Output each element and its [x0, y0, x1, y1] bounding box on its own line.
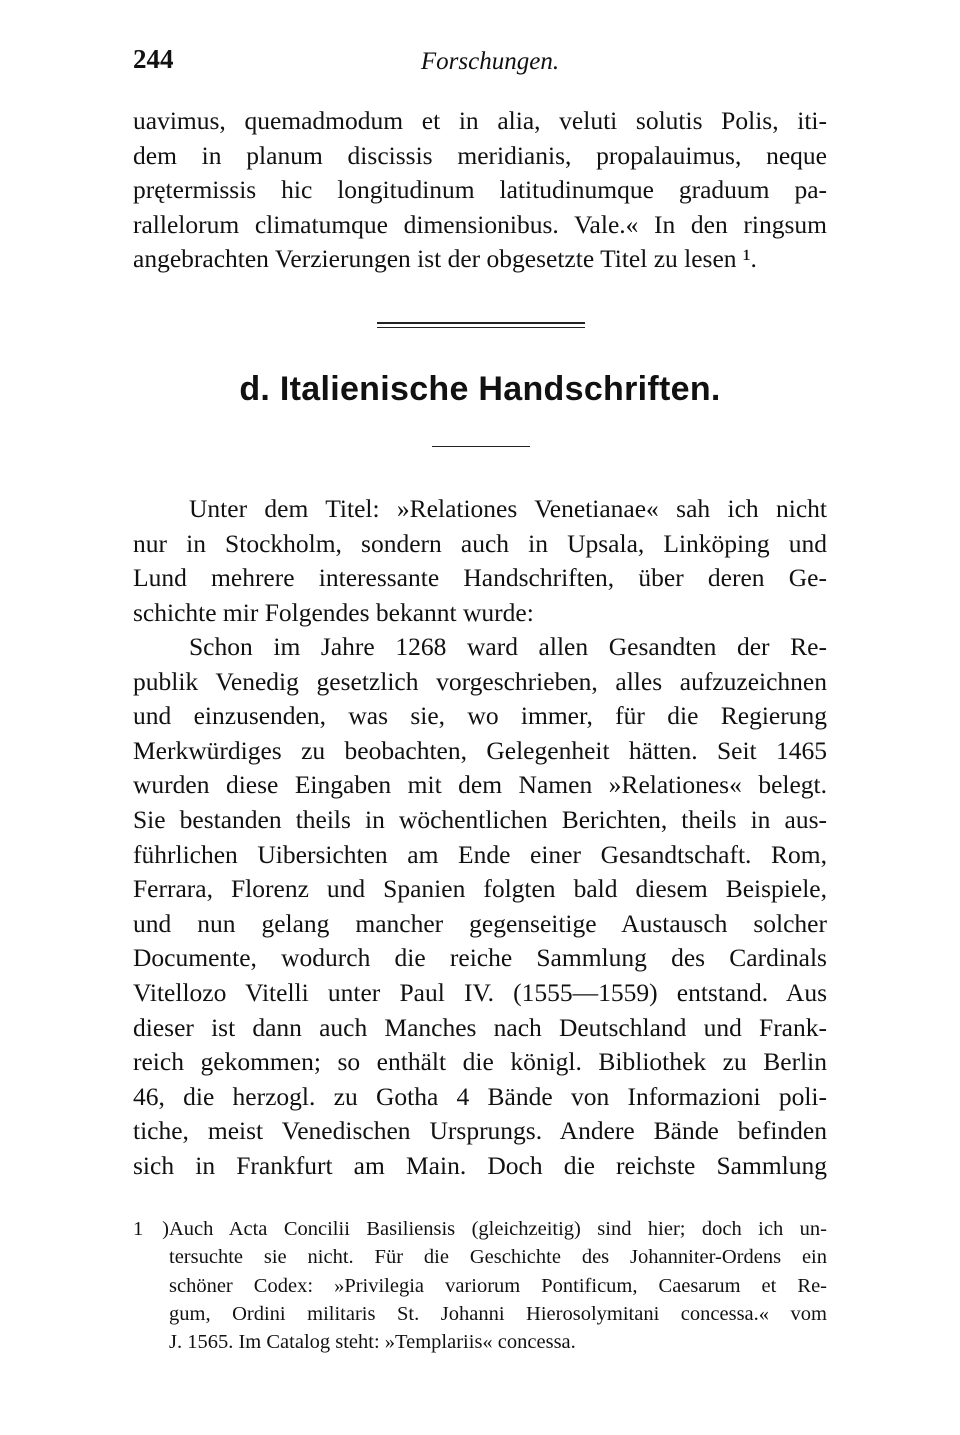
- running-title: Forschungen.: [420, 48, 560, 75]
- footnote-marker: 1 ): [133, 1218, 169, 1240]
- footnote-line: J. 1565. Im Catalog steht: »Templariis« concessa.: [169, 1331, 576, 1354]
- paragraph-2: [133, 630, 827, 1184]
- text-line: und einzusenden, was sie, wo immer, für die Regierung: [133, 701, 827, 731]
- section-heading: d. Italienische Handschriften.: [239, 370, 721, 408]
- text-line: angebrachten Verzierungen ist der obgesetzte Titel zu lesen ¹.: [133, 244, 757, 274]
- footnote-line: tersuchte sie nicht. Für die Geschichte des Johanniter-Ordens ein: [169, 1246, 827, 1269]
- text-line: dem in planum discissis meridianis, propalauimus, neque: [133, 140, 827, 170]
- text-line: und nun gelang mancher gegenseitige Austausch solcher: [133, 908, 827, 938]
- text-line: Unter dem Titel: »Relationes Venetianae« sah ich nicht: [189, 494, 827, 523]
- footnote: [133, 1215, 827, 1356]
- text-line: wurden diese Eingaben mit dem Namen »Relationes« belegt.: [133, 770, 827, 800]
- text-line: Schon im Jahre 1268 ward allen Gesandten der Re-: [189, 632, 827, 661]
- text-line: nur in Stockholm, sondern auch in Upsala, Linköping und: [133, 528, 827, 558]
- text-line: Sie bestanden theils in wöchentlichen Berichten, theils in aus-: [133, 804, 827, 834]
- text-line: reich gekommen; so enthält die königl. Bibliothek zu Berlin: [133, 1047, 827, 1077]
- text-line: führlichen Uibersichten am Ende einer Gesandtschaft. Rom,: [133, 839, 827, 869]
- footnote-line: [133, 1215, 827, 1243]
- double-rule-top: [377, 322, 585, 324]
- page-number: 244: [133, 44, 174, 74]
- paragraph-1: [133, 492, 827, 630]
- text-line: tiche, meist Venedischen Ursprungs. Andere Bände befinden: [133, 1116, 827, 1146]
- footnote-line: gum, Ordini militaris St. Johanni Hierosolymitani concessa.« vom: [169, 1302, 827, 1325]
- footnote-first-line-text: Auch Acta Concilii Basiliensis (gleichzeitig) sind hier; doch ich un-: [169, 1218, 827, 1240]
- heading-rule: [432, 446, 530, 447]
- text-line: schichte mir Folgendes bekannt wurde:: [133, 597, 534, 627]
- text-line: publik Venedig gesetzlich vorgeschrieben, alles aufzuzeichnen: [133, 666, 827, 696]
- text-line: Ferrara, Florenz und Spanien folgten bald diesem Beispiele,: [133, 874, 827, 904]
- text-line: uavimus, quemadmodum et in alia, veluti solutis Polis, iti-: [133, 106, 827, 135]
- text-line: sich in Frankfurt am Main. Doch die reichste Sammlung: [133, 1150, 827, 1180]
- text-line: rallelorum climatumque dimensionibus. Vale.« In den ringsum: [133, 209, 827, 239]
- intro-paragraph: [133, 104, 827, 277]
- text-line: Vitellozo Vitelli unter Paul IV. (1555—1559) entstand. Aus: [133, 977, 827, 1007]
- text-line: prętermissis hic longitudinum latitudinumque graduum pa-: [133, 175, 827, 205]
- text-line: Lund mehrere interessante Handschriften, über deren Ge-: [133, 563, 827, 593]
- text-line: dieser ist dann auch Manches nach Deutschland und Frank-: [133, 1012, 827, 1042]
- text-line: Documente, wodurch die reiche Sammlung des Cardinals: [133, 943, 827, 973]
- text-line: 46, die herzogl. zu Gotha 4 Bände von Informazioni poli-: [133, 1081, 827, 1111]
- double-rule-bottom: [377, 327, 585, 328]
- footnote-line: schöner Codex: »Privilegia variorum Pontificum, Caesarum et Re-: [169, 1274, 827, 1297]
- text-line: Merkwürdiges zu beobachten, Gelegenheit hätten. Seit 1465: [133, 735, 827, 765]
